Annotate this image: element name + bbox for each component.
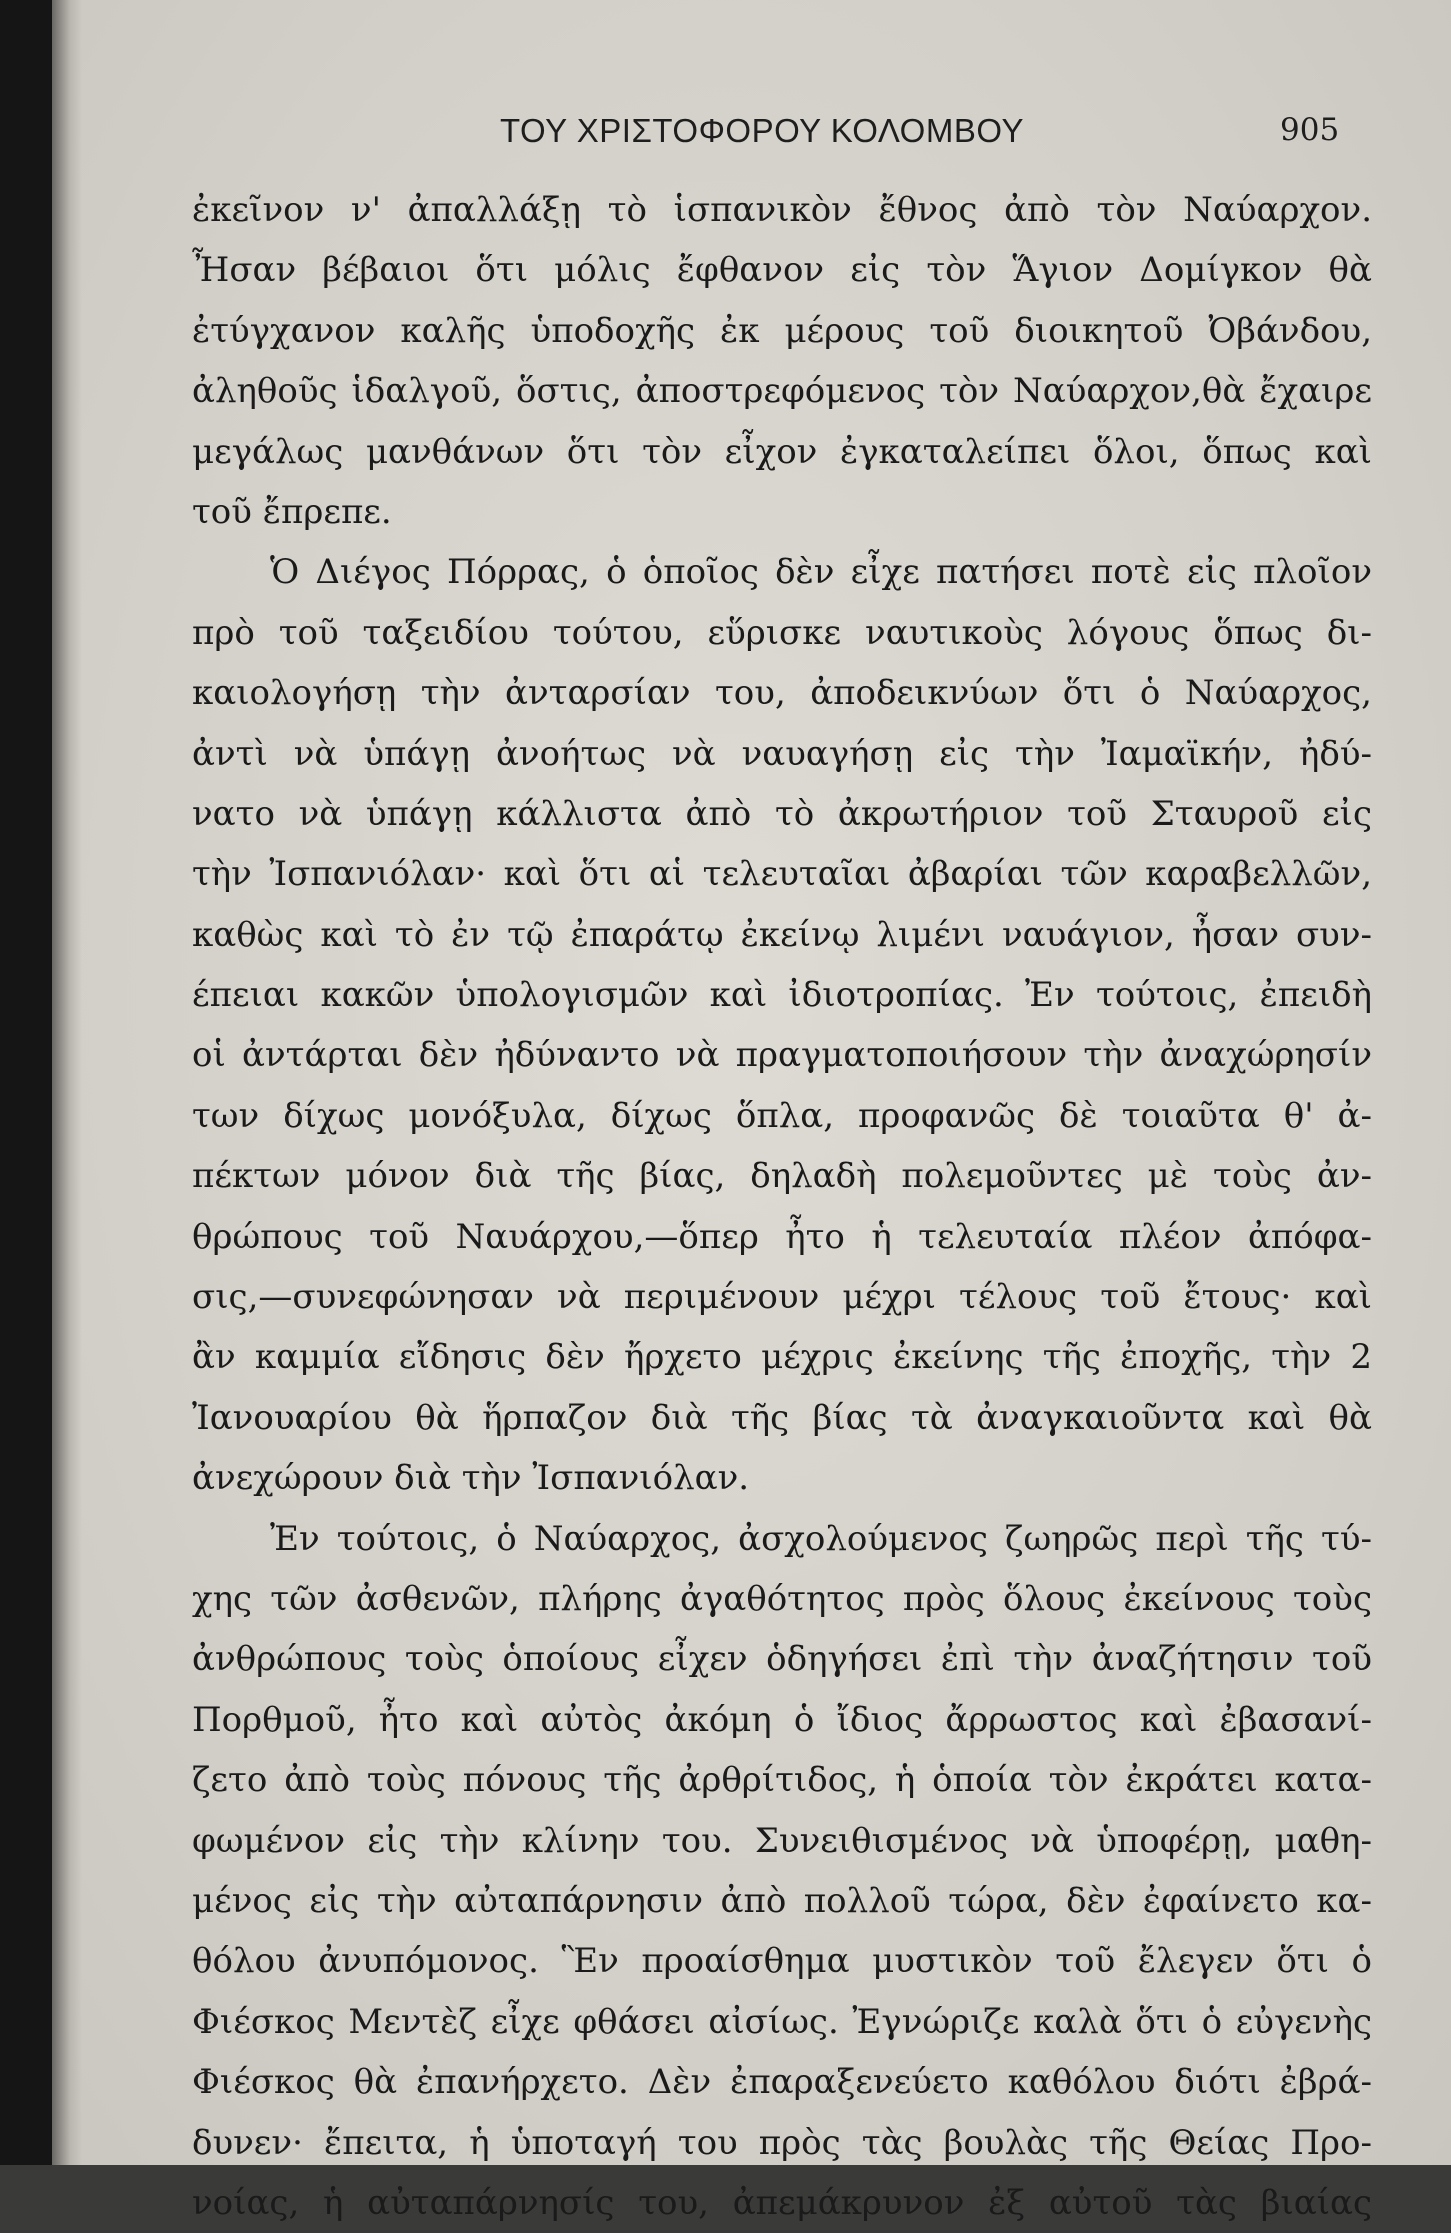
- text-line: σις,—συνεφώνησαν νὰ περιμένουν μέχρι τέλους τοῦ ἔτους· καὶ: [192, 1277, 1372, 1318]
- paragraph-start-line: Ὁ Διέγος Πόρρας, ὁ ὁποῖος δὲν εἶχε πατήσει ποτὲ εἰς πλοῖον: [270, 552, 1372, 593]
- text-line: νατο νὰ ὑπάγῃ κάλλιστα ἀπὸ τὸ ἀκρωτήριον τοῦ Σταυροῦ εἰς: [192, 793, 1372, 834]
- paragraph-start-line: Ἐν τούτοις, ὁ Ναύαρχος, ἀσχολούμενος ζωηρῶς περὶ τῆς τύ-: [270, 1518, 1372, 1559]
- text-line: έπειαι κακῶν ὑπολογισμῶν καὶ ἰδιοτροπίας. Ἐν τούτοις, ἐπειδὴ: [192, 975, 1372, 1016]
- text-line: νοίας, ἡ αὐταπάρνησίς του, ἀπεμάκρυνον ἐξ αὐτοῦ τὰς βιαίας: [192, 2182, 1372, 2223]
- text-line: των δίχως μονόξυλα, δίχως ὅπλα, προφανῶς δὲ τοιαῦτα θ' ἀ-: [192, 1095, 1372, 1136]
- book-spine-shadow: [0, 0, 52, 2165]
- text-line: Ἦσαν βέβαιοι ὅτι μόλις ἔφθανον εἰς τὸν Ἅγιον Δομίγκον θὰ: [192, 250, 1372, 291]
- text-line: καθὼς καὶ τὸ ἐν τῷ ἐπαράτῳ ἐκείνῳ λιμένι ναυάγιον, ἦσαν συν-: [192, 914, 1372, 955]
- text-line: τοῦ ἔπρεπε.: [192, 491, 392, 532]
- text-line: Φιέσκος Μεντὲζ εἶχε φθάσει αἰσίως. Ἐγνώριζε καλὰ ὅτι ὁ εὐγενὴς: [192, 2001, 1372, 2042]
- page-number: 905: [1280, 112, 1340, 148]
- text-line: ἐκεῖνον ν' ἀπαλλάξῃ τὸ ἱσπανικὸν ἔθνος ἀπὸ τὸν Ναύαρχον.: [192, 190, 1372, 230]
- text-line: φωμένον εἰς τὴν κλίνην του. Συνειθισμένος νὰ ὑποφέρῃ, μαθη-: [192, 1820, 1372, 1861]
- text-line: καιολογήσῃ τὴν ἀνταρσίαν του, ἀποδεικνύων ὅτι ὁ Ναύαρχος,: [192, 673, 1372, 714]
- text-line: τὴν Ἰσπανιόλαν· καὶ ὅτι αἱ τελευταῖαι ἀβαρίαι τῶν καραβελλῶν,: [192, 854, 1372, 895]
- text-line: θόλου ἀνυπόμονος. Ἓν προαίσθημα μυστικὸν τοῦ ἔλεγεν ὅτι ὁ: [192, 1941, 1372, 1982]
- text-line: ζετο ἀπὸ τοὺς πόνους τῆς ἀρθρίτιδος, ἡ ὁποία τὸν ἐκράτει κατα-: [192, 1760, 1372, 1801]
- text-line: οἱ ἀντάρται δὲν ἠδύναντο νὰ πραγματοποιήσουν τὴν ἀναχώρησίν: [192, 1035, 1372, 1076]
- text-line: ἂν καμμία εἴδησις δὲν ἤρχετο μέχρις ἐκείνης τῆς ἐποχῆς, τὴν 2: [192, 1337, 1372, 1378]
- text-line: πέκτων μόνον διὰ τῆς βίας, δηλαδὴ πολεμοῦντες μὲ τοὺς ἀν-: [192, 1156, 1372, 1197]
- text-line: ἐτύγχανον καλῆς ὑποδοχῆς ἐκ μέρους τοῦ διοικητοῦ Ὀβάνδου,: [192, 310, 1372, 351]
- text-line: Πορθμοῦ, ἦτο καὶ αὐτὸς ἀκόμη ὁ ἴδιος ἄρρωστος καὶ ἐβασανί-: [192, 1699, 1372, 1740]
- text-line: πρὸ τοῦ ταξειδίου τούτου, εὕρισκε ναυτικοὺς λόγους ὅπως δι-: [192, 612, 1372, 653]
- text-line: ἀντὶ νὰ ὑπάγῃ ἀνοήτως νὰ ναυαγήσῃ εἰς τὴν Ἰαμαϊκήν, ἠδύ-: [192, 733, 1372, 774]
- text-line: θρώπους τοῦ Ναυάρχου,—ὅπερ ἦτο ἡ τελευταία πλέον ἀπόφα-: [192, 1216, 1372, 1257]
- text-line: μένος εἰς τὴν αὐταπάρνησιν ἀπὸ πολλοῦ τώρα, δὲν ἐφαίνετο κα-: [192, 1880, 1372, 1921]
- running-head-title: ΤΟΥ ΧΡΙΣΤΟΦΟΡΟΥ ΚΟΛΟΜΒΟΥ: [500, 112, 1024, 149]
- page-gutter-edge: [52, 0, 82, 2165]
- text-line: Ἰανουαρίου θὰ ἥρπαζον διὰ τῆς βίας τὰ ἀναγκαιοῦντα καὶ θὰ: [192, 1397, 1372, 1438]
- text-line: μεγάλως μανθάνων ὅτι τὸν εἶχον ἐγκαταλείπει ὅλοι, ὅπως καὶ: [192, 431, 1372, 472]
- text-line: ἀνεχώρουν διὰ τὴν Ἰσπανιόλαν.: [192, 1458, 750, 1499]
- text-line: ἀληθοῦς ἱδαλγοῦ, ὅστις, ἀποστρεφόμενος τὸν Ναύαρχον,θὰ ἔχαιρε: [192, 371, 1372, 412]
- text-line: χης τῶν ἀσθενῶν, πλήρης ἀγαθότητος πρὸς ὅλους ἐκείνους τοὺς: [192, 1578, 1372, 1619]
- body-text: [192, 180, 1372, 2233]
- text-line: Φιέσκος θὰ ἐπανήρχετο. Δὲν ἐπαραξενεύετο καθόλου διότι ἐβρά-: [192, 2062, 1372, 2103]
- text-line: δυνεν· ἔπειτα, ἡ ὑποταγή του πρὸς τὰς βουλὰς τῆς Θείας Προ-: [192, 2122, 1372, 2163]
- text-line: ἀνθρώπους τοὺς ὁποίους εἶχεν ὁδηγήσει ἐπὶ τὴν ἀναζήτησιν τοῦ: [192, 1639, 1372, 1680]
